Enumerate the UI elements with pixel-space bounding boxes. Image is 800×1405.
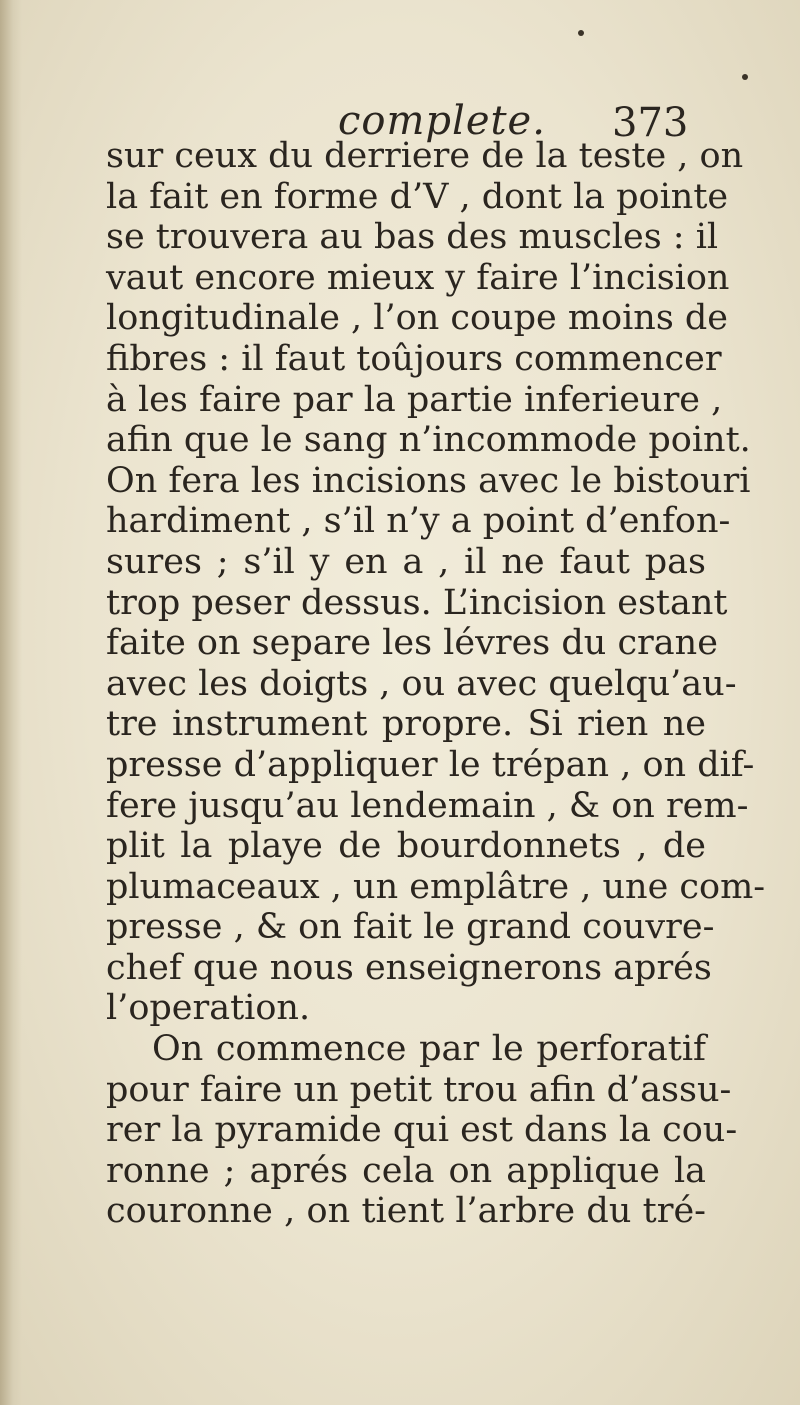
text-line: vaut encore mieux y faire l’incision bbox=[106, 257, 730, 298]
text-line: ronne ; aprés cela on applique la bbox=[106, 1150, 706, 1191]
text-line: afin que le sang n’incommode point. bbox=[106, 420, 751, 461]
text-line: hardiment , s’il n’y a point d’enfon- bbox=[106, 501, 731, 542]
text-line: faite on separe les lévres du crane bbox=[106, 623, 718, 664]
body-text bbox=[106, 136, 766, 1232]
text-line: l’operation. bbox=[106, 988, 311, 1029]
text-line: à les faire par la partie inferieure , bbox=[106, 379, 723, 420]
text-line: sur ceux du derriere de la teste , on bbox=[106, 136, 744, 176]
text-line: se trouvera au bas des muscles : il bbox=[106, 217, 719, 258]
text-line: presse , & on fait le grand couvre- bbox=[106, 907, 715, 948]
ink-speck bbox=[578, 30, 584, 36]
page-number: 373 bbox=[612, 100, 689, 146]
paragraph-start-line: On commence par le perforatif bbox=[152, 1029, 706, 1070]
text-line: fere jusqu’au lendemain , & on rem- bbox=[106, 785, 749, 826]
text-line: sures ; s’il y en a , il ne faut pas bbox=[106, 541, 706, 582]
text-line: On fera les incisions avec le bistouri bbox=[106, 460, 751, 501]
running-title: complete. bbox=[338, 98, 546, 144]
text-line: pour faire un petit trou afin d’assu- bbox=[106, 1069, 732, 1110]
text-line: plit la playe de bourdonnets , de bbox=[106, 826, 706, 867]
text-line: trop peser dessus. L’incision estant bbox=[106, 582, 728, 623]
ink-speck bbox=[742, 74, 748, 80]
text-line: rer la pyramide qui est dans la cou- bbox=[106, 1110, 738, 1151]
text-line: longitudinale , l’on coupe moins de bbox=[106, 298, 729, 339]
text-line: fibres : il faut toûjours commencer bbox=[106, 338, 722, 379]
text-line: la fait en forme d’V , dont la pointe bbox=[106, 176, 729, 217]
text-line: couronne , on tient l’arbre du tré- bbox=[106, 1191, 706, 1232]
text-line: avec les doigts , ou avec quelqu’au- bbox=[106, 663, 737, 704]
text-line: presse d’appliquer le trépan , on dif- bbox=[106, 744, 755, 785]
text-line: chef que nous enseignerons aprés bbox=[106, 947, 712, 988]
page-binding-shadow bbox=[0, 0, 22, 1405]
text-line: tre instrument propre. Si rien ne bbox=[106, 704, 706, 745]
text-line: plumaceaux , un emplâtre , une com- bbox=[106, 866, 766, 907]
